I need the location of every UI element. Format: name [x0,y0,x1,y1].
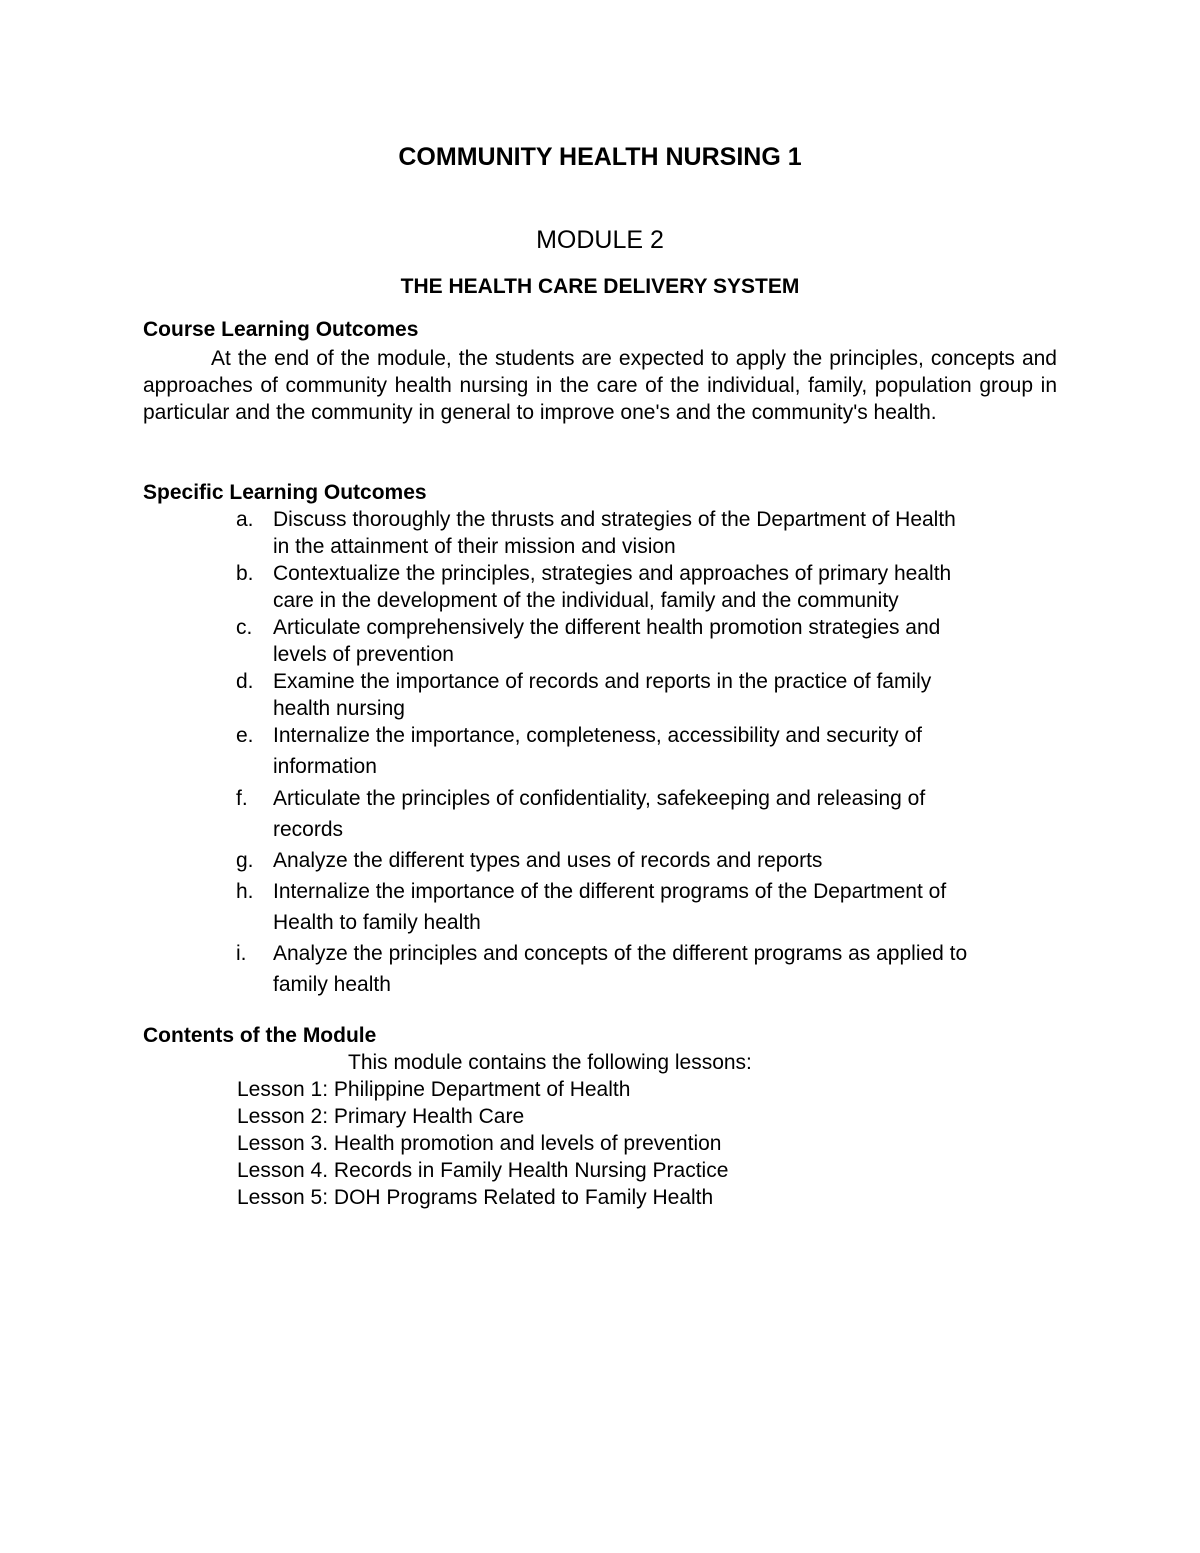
learning-outcome-text: health nursing [273,697,405,720]
specific-learning-outcomes-heading: Specific Learning Outcomes [143,481,427,504]
module-title: THE HEALTH CARE DELIVERY SYSTEM [400,275,800,298]
list-marker: f. [236,787,248,810]
learning-outcome-text: in the attainment of their mission and vision [273,535,676,558]
list-marker: d. [236,670,254,693]
learning-outcome-text: care in the development of the individual, family and the community [273,589,899,612]
course-learning-outcomes-text: At the end of the module, the students are expected to apply the principles, concepts and approaches of community health nursing in the care of the individual, family, population group in particular and the community in general to improve one's and the community's health. [143,347,1057,424]
learning-outcome-text: Articulate comprehensively the different health promotion strategies and [273,616,941,639]
learning-outcome-text: records [273,818,344,841]
learning-outcome-text: information [273,755,377,778]
learning-outcome-text: Contextualize the principles, strategies and approaches of primary health [273,562,952,585]
lesson-item: Lesson 1: Philippine Department of Health [237,1078,631,1101]
list-marker: c. [236,616,253,639]
contents-intro: This module contains the following lessons: [348,1051,752,1074]
document-title: COMMUNITY HEALTH NURSING 1 [398,143,802,171]
learning-outcome-text: Analyze the different types and uses of records and reports [273,849,823,872]
list-marker: e. [236,724,254,747]
lesson-item: Lesson 4. Records in Family Health Nursing Practice [237,1159,729,1182]
learning-outcome-text: Internalize the importance of the different programs of the Department of [273,880,947,903]
learning-outcome-text: Examine the importance of records and reports in the practice of family [273,670,932,693]
learning-outcome-text: Analyze the principles and concepts of the different programs as applied to [273,942,968,965]
list-marker: a. [236,508,254,531]
list-marker: i. [236,942,247,965]
learning-outcome-text: Articulate the principles of confidentiality, safekeeping and releasing of [273,787,926,810]
course-learning-outcomes-heading: Course Learning Outcomes [143,318,419,341]
list-marker: b. [236,562,254,585]
learning-outcome-text: family health [273,973,391,996]
list-marker: g. [236,849,254,872]
list-marker: h. [236,880,254,903]
lesson-item: Lesson 2: Primary Health Care [237,1105,525,1128]
module-number: MODULE 2 [536,226,664,254]
learning-outcome-text: Health to family health [273,911,481,934]
learning-outcome-text: Discuss thoroughly the thrusts and strategies of the Department of Health [273,508,956,531]
lesson-item: Lesson 3. Health promotion and levels of prevention [237,1132,722,1155]
learning-outcome-text: levels of prevention [273,643,454,666]
learning-outcome-text: Internalize the importance, completeness, accessibility and security of [273,724,922,747]
lesson-item: Lesson 5: DOH Programs Related to Family Health [237,1186,714,1209]
contents-heading: Contents of the Module [143,1024,377,1047]
